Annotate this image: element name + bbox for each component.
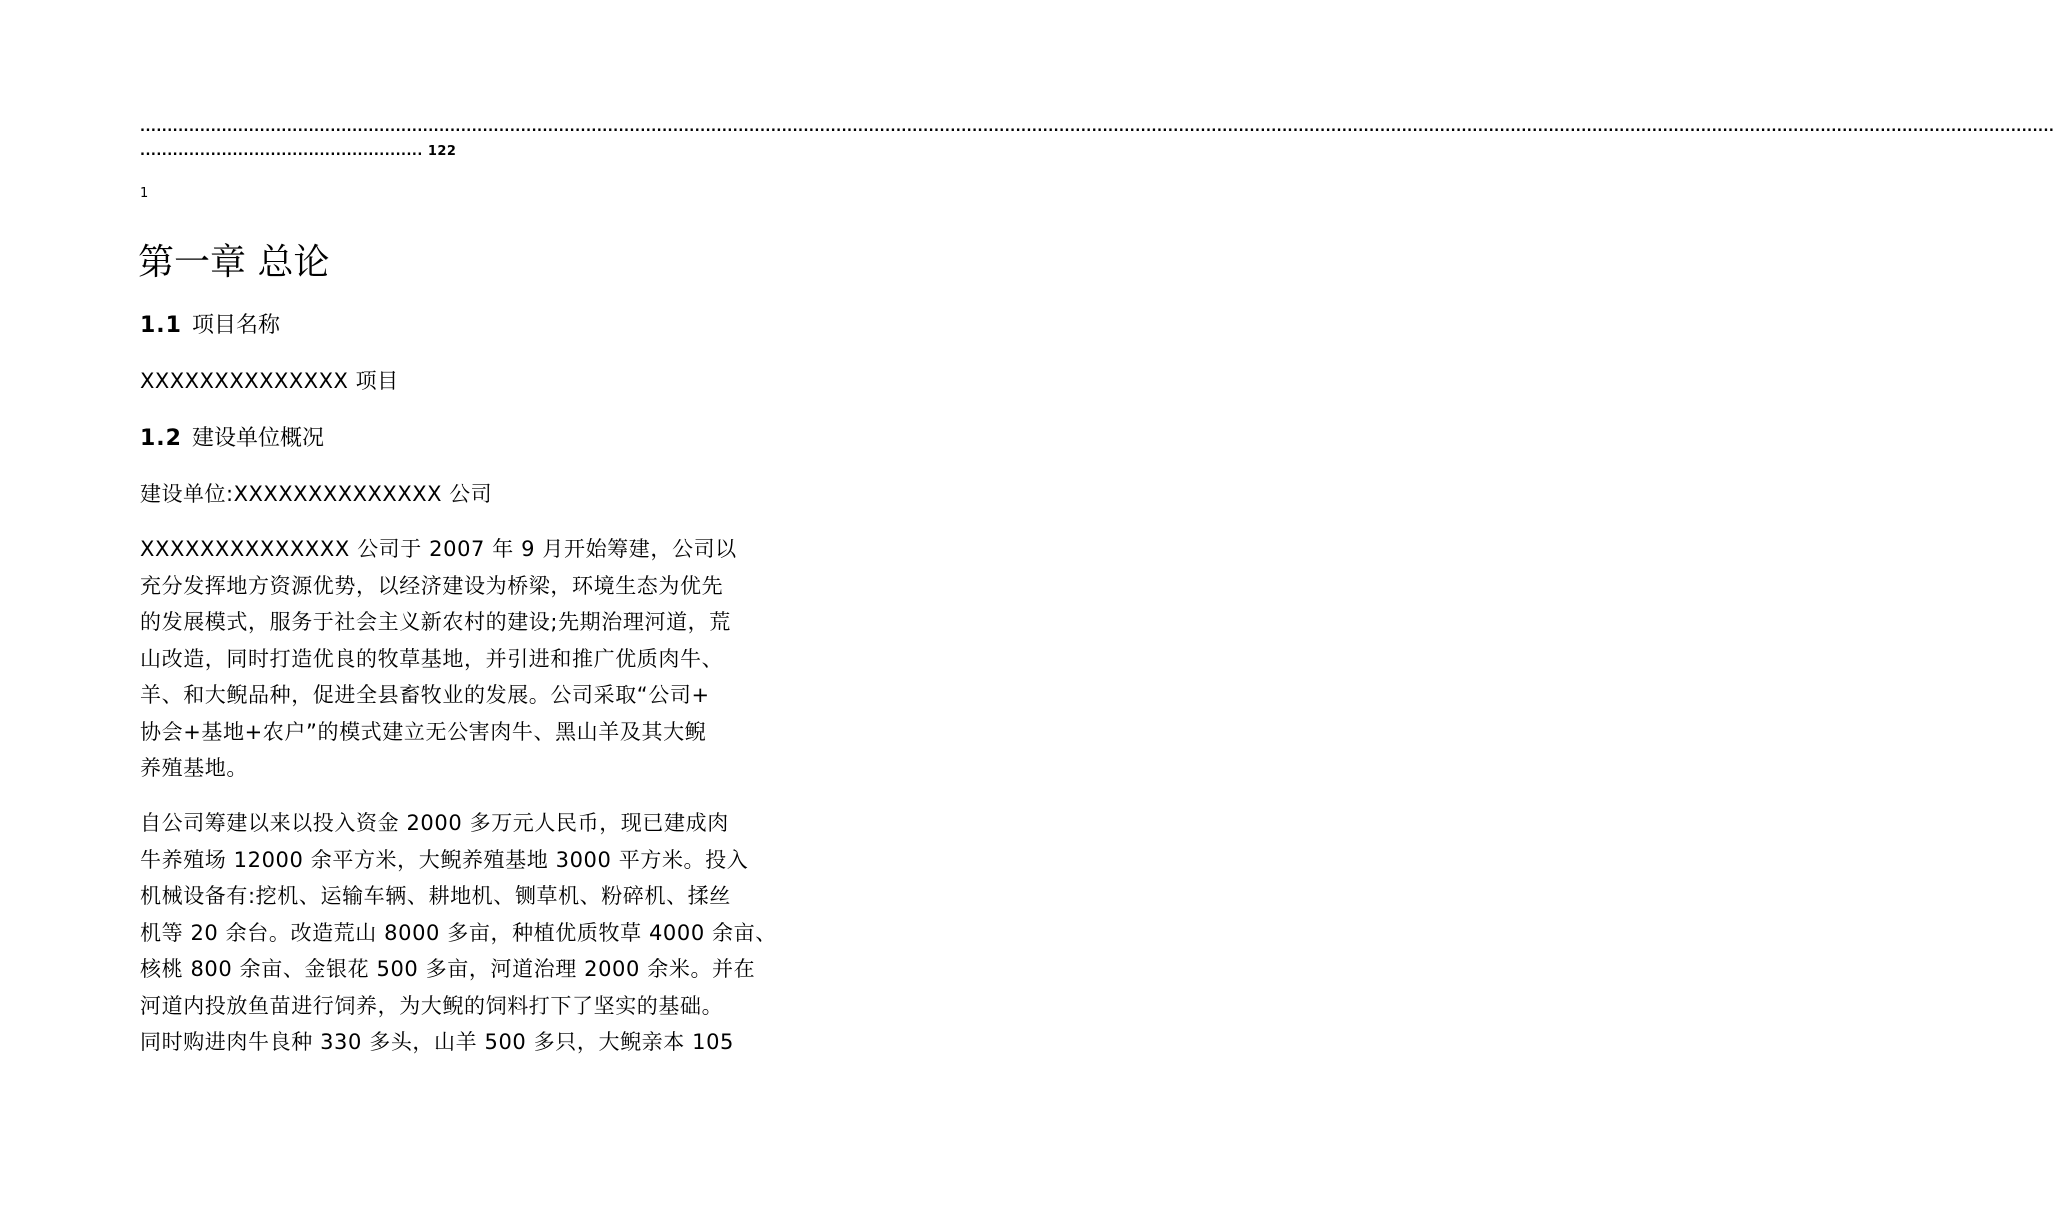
section-heading-project-name xyxy=(140,308,280,339)
toc-entry-last-line xyxy=(140,144,456,159)
investment-paragraph xyxy=(140,805,830,1061)
page-number: 1 xyxy=(140,186,149,201)
chapter-title: 第一章 总论 xyxy=(138,242,330,283)
section-number: 1.2 xyxy=(140,426,182,451)
project-name-text: XXXXXXXXXXXXXX 项目 xyxy=(140,369,399,393)
construction-unit-text: 建设单位:XXXXXXXXXXXXXX 公司 xyxy=(140,482,493,506)
toc-dot-leader-line: ................................................................................................................................................................................................................................................................................................................................................................ xyxy=(140,120,2054,135)
paragraph-line: 山改造，同时打造优良的牧草基地，并引进和推广优质肉牛、 xyxy=(140,646,724,671)
toc-dot-leader: .................................................... xyxy=(140,144,423,159)
section-number: 1.1 xyxy=(140,313,182,338)
paragraph-line: 同时购进肉牛良种 330 多头，山羊 500 多只，大鲵亲本 105 xyxy=(140,1030,735,1054)
paragraph-line: 机等 20 余台。改造荒山 8000 多亩，种植优质牧草 4000 余亩、 xyxy=(140,920,777,945)
toc-page-number: 122 xyxy=(427,144,457,159)
section-heading-company-overview xyxy=(140,421,324,452)
paragraph-line: 机械设备有:挖机、运输车辆、耕地机、铡草机、粉碎机、揉丝 xyxy=(140,884,731,908)
paragraph-line: 充分发挥地方资源优势，以经济建设为桥梁，环境生态为优先 xyxy=(140,573,724,598)
paragraph-line: 自公司筹建以来以投入资金 2000 多万元人民币，现已建成肉 xyxy=(140,811,729,835)
section-title: 项目名称 xyxy=(191,313,280,338)
paragraph-line: 养殖基地。 xyxy=(140,756,248,780)
paragraph-line: 羊、和大鲵品种，促进全县畜牧业的发展。公司采取“公司+ xyxy=(140,683,710,707)
company-intro-paragraph xyxy=(140,531,830,787)
paragraph-line: 核桃 800 余亩、金银花 500 多亩，河道治理 2000 余米。并在 xyxy=(140,957,756,981)
paragraph-line: 协会+基地+农户”的模式建立无公害肉牛、黑山羊及其大鲵 xyxy=(140,719,707,744)
paragraph-line: XXXXXXXXXXXXXX 公司于 2007 年 9 月开始筹建，公司以 xyxy=(140,537,737,561)
section-title: 建设单位概况 xyxy=(191,426,324,451)
paragraph-line: 牛养殖场 12000 余平方米，大鲵养殖基地 3000 平方米。投入 xyxy=(140,847,749,872)
paragraph-line: 河道内投放鱼苗进行饲养，为大鲵的饲料打下了坚实的基础。 xyxy=(140,993,724,1018)
paragraph-line: 的发展模式，服务于社会主义新农村的建设;先期治理河道，荒 xyxy=(140,610,731,634)
